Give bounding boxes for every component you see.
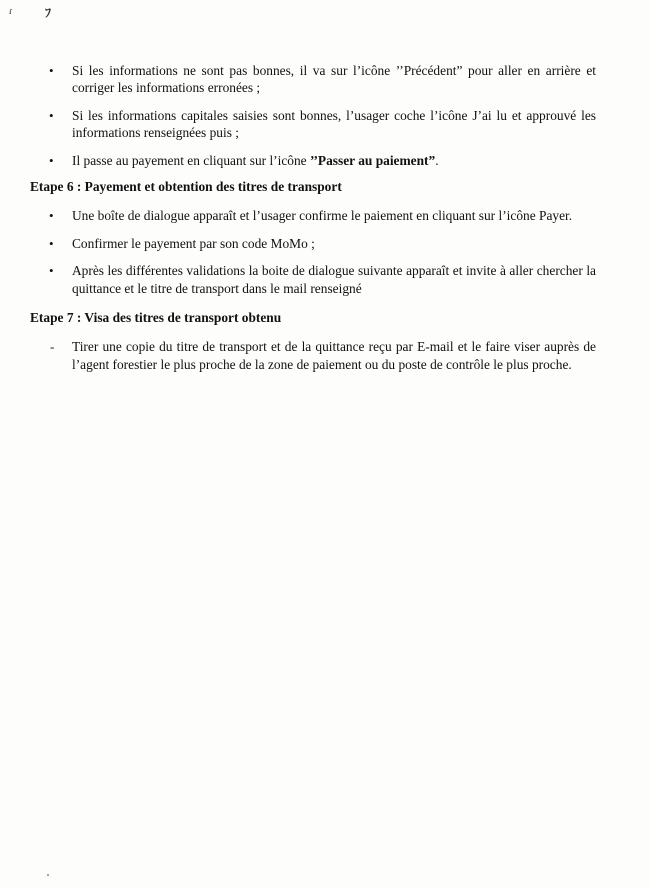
- bullet-icon: •: [49, 152, 54, 168]
- list-item-text: Si les informations capitales saisies sont bonnes, l’usager coche l’icône J’ai lu et approuvé les informations renseignées puis ;: [72, 107, 596, 141]
- bullet-icon: •: [49, 263, 54, 279]
- list-item: [30, 107, 596, 142]
- procedure-list-continued: [30, 62, 596, 169]
- step-6-list: [30, 207, 596, 297]
- button-name-emphasis: ’’Passer au paiement”: [309, 152, 436, 168]
- list-item-text: Tirer une copie du titre de transport et de la quittance reçu par E-mail et le faire viser auprès de l’agent forestier le plus proche de la zone de paiement ou du poste de contrôle le plus proche.: [72, 339, 596, 372]
- list-item-text: Après les différentes validations la boite de dialogue suivante apparaît et invite à aller chercher la quittance et le titre de transport dans le mail renseigné: [72, 263, 596, 296]
- document-body: [30, 62, 596, 383]
- dash-icon: -: [50, 339, 55, 355]
- step-7-heading: Etape 7 : Visa des titres de transport obtenu: [30, 310, 282, 326]
- list-item-text: Une boîte de dialogue apparaît et l’usager confirme le paiement en cliquant sur l’icône Payer.: [72, 208, 573, 224]
- bullet-icon: •: [49, 63, 54, 78]
- list-item-text-end: .: [435, 152, 439, 168]
- list-item-text: Il passe au payement en cliquant sur l’icône: [72, 152, 310, 168]
- bullet-icon: •: [49, 235, 54, 251]
- list-item: [30, 207, 596, 224]
- list-item: [30, 262, 596, 297]
- list-item: [30, 152, 596, 169]
- step-7-list: [30, 338, 596, 373]
- scan-mark-left: ɾ: [9, 6, 13, 17]
- list-item: [30, 235, 596, 252]
- list-item-text: Si les informations ne sont pas bonnes, il va sur l’icône ’’Précédent” pour aller en arrière et corriger les informations erronées ;: [72, 63, 596, 96]
- scan-mark-right: ﾌ: [45, 6, 52, 20]
- bullet-icon: •: [49, 208, 54, 224]
- scan-speck: [47, 874, 49, 876]
- list-item-text: Confirmer le payement par son code MoMo ;: [72, 235, 315, 251]
- list-item: [30, 62, 596, 97]
- bullet-icon: •: [49, 107, 54, 123]
- step-6-heading: Etape 6 : Payement et obtention des titres de transport: [30, 179, 342, 195]
- list-item: [30, 338, 596, 373]
